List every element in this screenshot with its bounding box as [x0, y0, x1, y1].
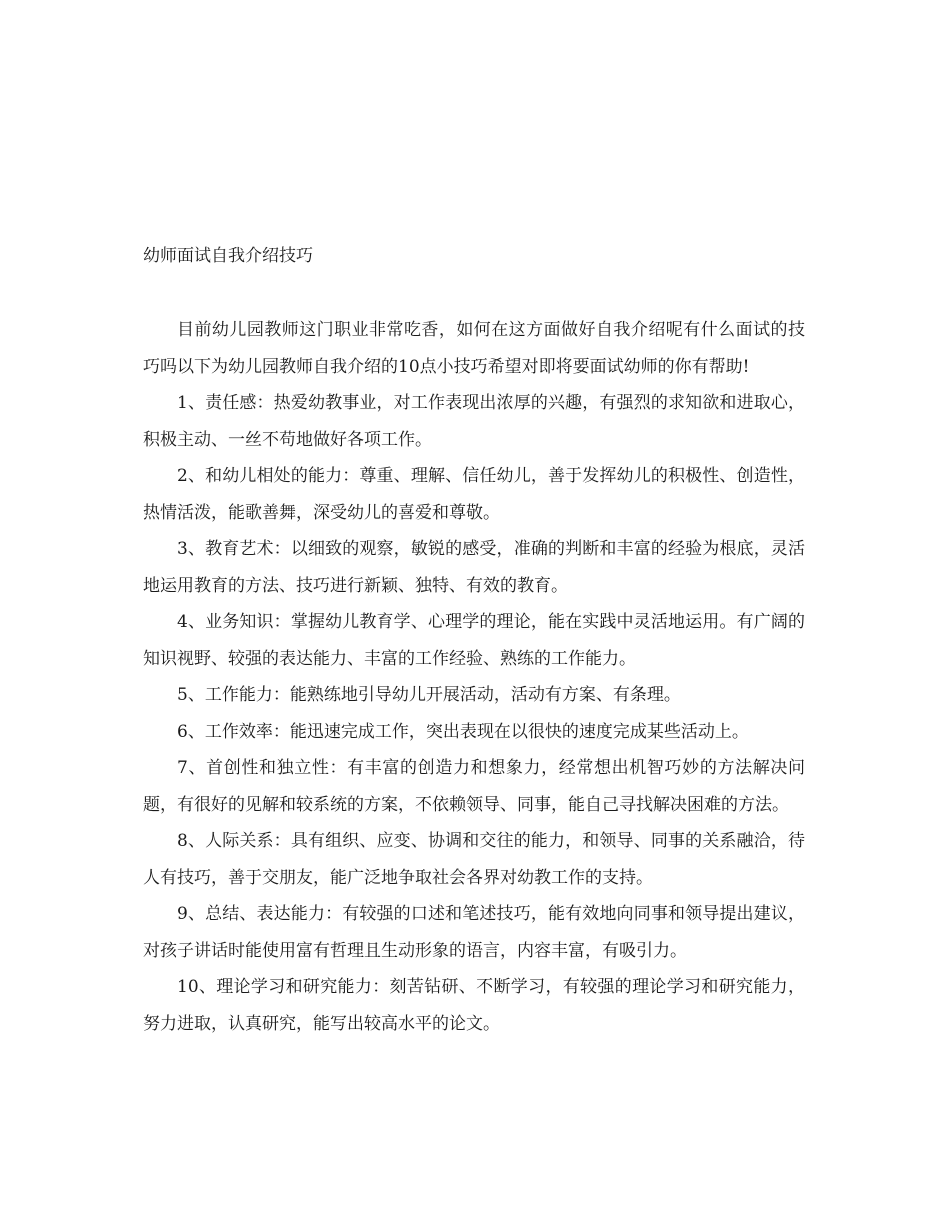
tip-item-10: 10、理论学习和研究能力：刻苦钻研、不断学习，有较强的理论学习和研究能力，努力进取，认真研究，能写出较高水平的论文。	[143, 977, 805, 1034]
tip-item-2: 2、和幼儿相处的能力：尊重、理解、信任幼儿，善于发挥幼儿的积极性、创造性，热情活泼，能歌善舞，深受幼儿的喜爱和尊敬。	[143, 466, 805, 523]
tip-item-3: 3、教育艺术：以细致的观察，敏锐的感受，准确的判断和丰富的经验为根底，灵活地运用教育的方法、技巧进行新颖、独特、有效的教育。	[143, 539, 805, 596]
tip-item-1: 1、责任感：热爱幼教事业，对工作表现出浓厚的兴趣，有强烈的求知欲和进取心，积极主动、一丝不苟地做好各项工作。	[143, 393, 805, 450]
document-body	[143, 312, 805, 1042]
tip-item-5: 5、工作能力：能熟练地引导幼儿开展活动，活动有方案、有条理。	[177, 685, 681, 705]
tip-item-9: 9、总结、表达能力：有较强的口述和笔述技巧，能有效地向同事和领导提出建议，对孩子讲话时能使用富有哲理且生动形象的语言，内容丰富，有吸引力。	[143, 904, 805, 961]
intro-paragraph: 目前幼儿园教师这门职业非常吃香，如何在这方面做好自我介绍呢有什么面试的技巧吗以下为幼儿园教师自我介绍的10点小技巧希望对即将要面试幼师的你有帮助!	[143, 320, 805, 377]
tip-item-6: 6、工作效率：能迅速完成工作，突出表现在以很快的速度完成某些活动上。	[177, 721, 749, 742]
tip-item-4: 4、业务知识：掌握幼儿教育学、心理学的理论，能在实践中灵活地运用。有广阔的知识视野、较强的表达能力、丰富的工作经验、熟练的工作能力。	[143, 612, 805, 669]
tip-item-8: 8、人际关系：具有组织、应变、协调和交往的能力，和领导、同事的关系融洽，待人有技巧，善于交朋友，能广泛地争取社会各界对幼教工作的支持。	[143, 831, 805, 888]
document-title: 幼师面试自我介绍技巧	[143, 246, 313, 266]
tip-item-7: 7、首创性和独立性：有丰富的创造力和想象力，经常想出机智巧妙的方法解决问题，有很好的见解和较系统的方案，不依赖领导、同事，能自己寻找解决困难的方法。	[143, 758, 805, 815]
